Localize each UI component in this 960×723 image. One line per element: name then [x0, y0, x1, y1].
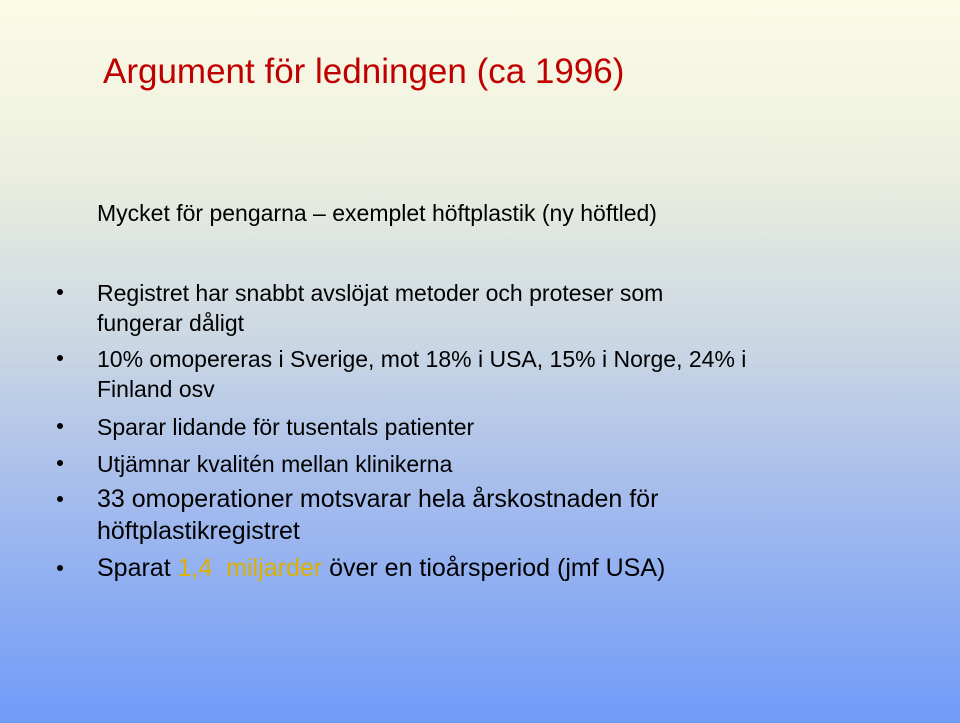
bullet-text: [97, 449, 917, 479]
highlight-unit: miljarder: [226, 554, 323, 582]
bullet-text: [97, 552, 917, 584]
bullet-line: 33 omoperationer motsvarar hela årskostnaden för: [97, 485, 659, 513]
bullet-line: 10% omopereras i Sverige, mot 18% i USA, 15% i Norge, 24% i: [97, 346, 747, 372]
bullet-suffix: över en tioårsperiod (jmf USA): [322, 554, 666, 582]
bullet-line: Utjämnar kvalitén mellan klinikerna: [97, 451, 453, 477]
slide-title: Argument för ledningen (ca 1996): [103, 52, 625, 91]
bullet-prefix: Sparat: [97, 554, 178, 582]
bullet-line: Finland osv: [97, 376, 215, 402]
bullet-line: fungerar dåligt: [97, 310, 245, 336]
bullet-line: Registret har snabbt avslöjat metoder och proteser som: [97, 280, 664, 306]
bullet-dot-icon: [57, 355, 63, 361]
bullet-dot-icon: [57, 289, 63, 295]
bullet-text: [97, 483, 917, 547]
bullet-text: [97, 412, 917, 442]
bullet-dot-icon: [57, 460, 63, 466]
bullet-text: [97, 344, 917, 404]
bullet-dot-icon: [57, 423, 63, 429]
bullet-dot-icon: [57, 496, 63, 502]
bullet-line: Sparar lidande för tusentals patienter: [97, 414, 475, 440]
bullet-text: [97, 278, 917, 338]
bullet-dot-icon: [57, 565, 63, 571]
highlight-amount: 1,4: [177, 554, 213, 582]
slide-subtitle: Mycket för pengarna – exemplet höftplastik (ny höftled): [97, 200, 657, 226]
highlight-gap: [212, 554, 226, 582]
bullet-line: höftplastikregistret: [97, 517, 300, 545]
